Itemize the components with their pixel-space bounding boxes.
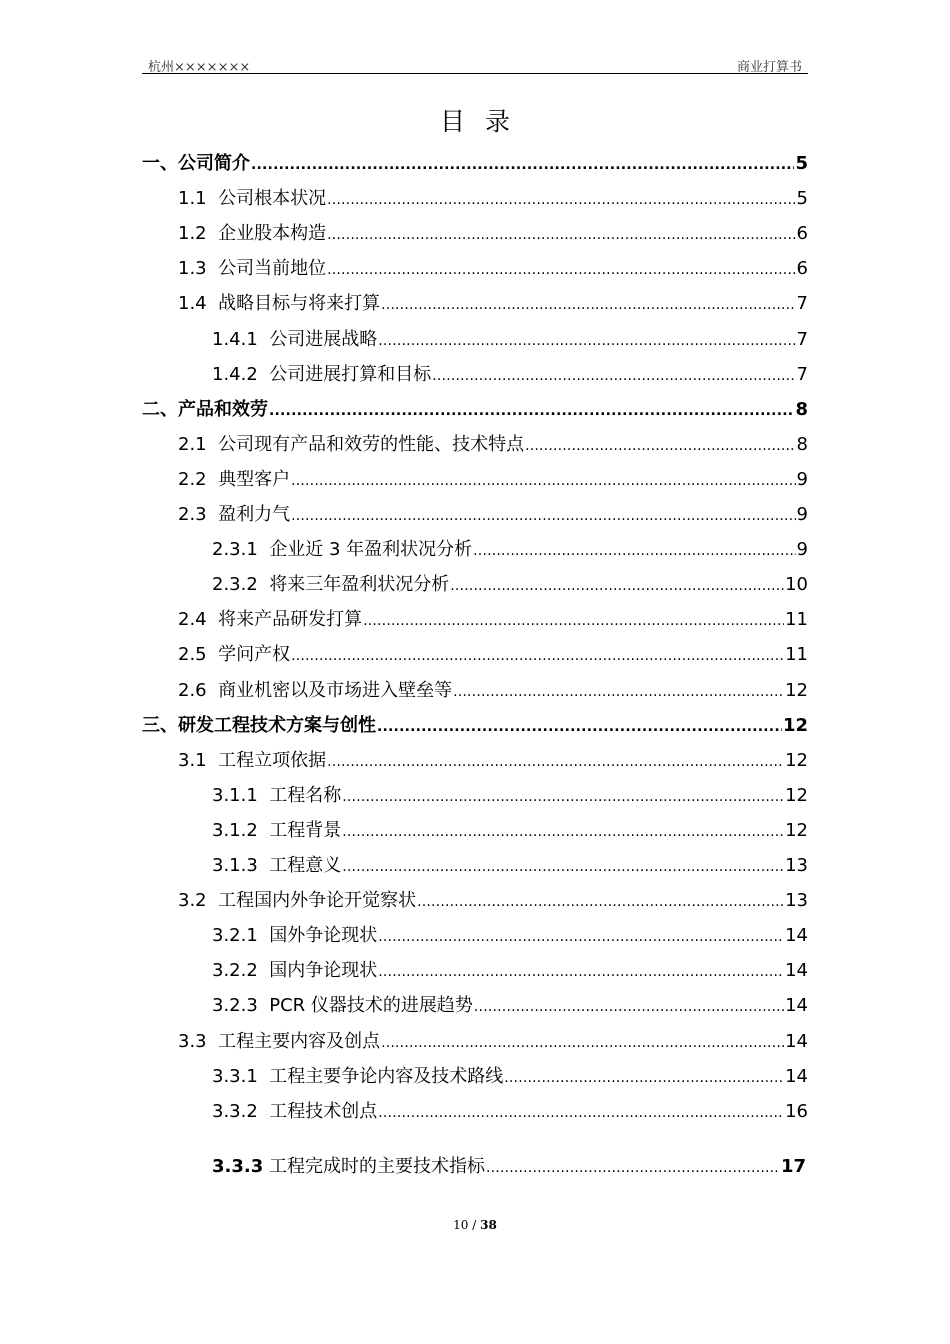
toc-leader-dots xyxy=(251,157,794,173)
toc-entry[interactable] xyxy=(212,1097,808,1123)
toc-entry[interactable] xyxy=(142,149,808,175)
toc-entry[interactable] xyxy=(178,746,808,772)
toc-entry[interactable] xyxy=(142,711,808,737)
toc-entry-page: 5 xyxy=(796,188,808,210)
toc-entry[interactable] xyxy=(212,360,808,386)
page-footer xyxy=(0,1218,950,1232)
toc-entry-label: 3.1 工程立项依据 xyxy=(178,749,327,771)
toc-leader-dots xyxy=(450,578,784,594)
toc-entry-page: 12 xyxy=(785,784,808,806)
page-number-current: 10 xyxy=(453,1218,469,1232)
toc-entry[interactable] xyxy=(178,254,808,280)
toc-leader-dots xyxy=(504,1070,784,1086)
toc-leader-dots xyxy=(525,438,795,454)
toc-entry-page: 17 xyxy=(780,1156,806,1177)
toc-leader-dots xyxy=(486,1160,780,1176)
toc-leader-dots xyxy=(378,964,784,980)
toc-entry[interactable] xyxy=(212,325,808,351)
toc-entry-label: 3.3 工程主要内容及创点 xyxy=(178,1030,381,1052)
toc-entry[interactable] xyxy=(178,289,808,315)
toc-entry-page: 6 xyxy=(796,258,808,280)
toc-entry-page: 12 xyxy=(782,714,808,736)
toc-entry-label: 3.1.1 工程名称 xyxy=(212,784,342,806)
toc-entry-label: 2.1 公司现有产品和效劳的性能、技术特点 xyxy=(178,433,525,455)
toc-entry-page: 11 xyxy=(785,644,808,666)
toc-entry[interactable] xyxy=(178,465,808,491)
toc-entry-page: 14 xyxy=(785,1030,808,1052)
toc-entry-page: 12 xyxy=(785,819,808,841)
toc-entry-page: 7 xyxy=(796,293,808,315)
toc-leader-dots xyxy=(474,999,784,1015)
toc-leader-dots xyxy=(417,894,784,910)
toc-leader-dots xyxy=(327,262,795,278)
toc-entry-label: 3.1.3 工程意义 xyxy=(212,855,342,876)
toc-entry[interactable] xyxy=(212,781,808,807)
toc-entry-page: 14 xyxy=(785,995,808,1017)
toc-entry[interactable] xyxy=(178,500,808,526)
toc-entry-page: 14 xyxy=(785,925,808,947)
toc-entry[interactable] xyxy=(212,816,808,842)
toc-entry-page: 14 xyxy=(785,1065,808,1087)
toc-entry-label: 3.2.2 国内争论现状 xyxy=(212,960,378,982)
toc-leader-dots xyxy=(363,613,784,629)
toc-entry-label: 1.3 公司当前地位 xyxy=(178,258,327,280)
toc-entry-page: 9 xyxy=(796,539,808,561)
toc-leader-dots xyxy=(269,403,794,419)
toc-leader-dots xyxy=(327,192,795,208)
header-doc-type: 商业打算书 xyxy=(736,60,802,75)
toc-entry-label: 1.4.1 公司进展战略 xyxy=(212,328,378,350)
toc-leader-dots xyxy=(342,824,784,840)
toc-entry[interactable] xyxy=(178,1027,808,1053)
toc-entry-label: 2.5 学问产权 xyxy=(178,644,291,666)
toc-entry-label: 3.3.1 工程主要争论内容及技术路线 xyxy=(212,1065,504,1087)
toc-leader-dots xyxy=(377,719,782,735)
toc-entry-label: 3.3.2 工程技术创点 xyxy=(212,1100,378,1122)
toc-entry-label: 3.2.3 PCR 仪器技术的进展趋势 xyxy=(212,995,473,1017)
toc-entry[interactable] xyxy=(212,851,808,877)
toc-entry-number: 3.3.3 xyxy=(212,1156,264,1177)
toc-entry-last[interactable] xyxy=(212,1152,806,1178)
toc-entry-label: 1.1 公司根本状况 xyxy=(178,188,327,210)
toc-leader-dots xyxy=(342,859,784,875)
toc-entry-label: 3.2 工程国内外争论开觉察状 xyxy=(178,890,417,912)
toc-entry[interactable] xyxy=(142,395,808,421)
header-company: 杭州××××××× xyxy=(148,60,251,75)
toc-entry[interactable] xyxy=(178,605,808,631)
toc-leader-dots xyxy=(378,1105,784,1121)
toc-leader-dots xyxy=(327,227,795,243)
toc-entry-label: 2.3.1 企业近 3 年盈利状况分析 xyxy=(212,539,473,561)
toc-entry-page: 8 xyxy=(795,398,808,420)
page-number-total: 38 xyxy=(480,1218,497,1232)
toc-entry-page: 7 xyxy=(796,328,808,350)
toc-entry[interactable] xyxy=(178,430,808,456)
toc-entry[interactable] xyxy=(212,1062,808,1088)
toc-entry-page: 12 xyxy=(785,749,808,771)
toc-leader-dots xyxy=(432,368,795,384)
toc-entry-label: 一、公司简介 xyxy=(142,153,250,174)
toc-entry[interactable] xyxy=(212,956,808,982)
toc-entry-label: 三、研发工程技术方案与创性 xyxy=(142,714,376,736)
toc-leader-dots xyxy=(453,684,784,700)
toc-entry[interactable] xyxy=(212,991,808,1017)
toc-entry-label: 3.1.2 工程背景 xyxy=(212,819,342,841)
toc-entry[interactable] xyxy=(178,676,808,702)
toc-entry-label: 二、产品和效劳 xyxy=(142,398,268,420)
toc-entry-label: 2.4 将来产品研发打算 xyxy=(178,609,363,631)
toc-entry[interactable] xyxy=(178,640,808,666)
toc-entry-label: 工程完成时的主要技术指标 xyxy=(268,1156,485,1177)
toc-entry-page: 16 xyxy=(785,1100,808,1122)
toc-entry[interactable] xyxy=(212,535,808,561)
toc-entry-page: 9 xyxy=(796,504,808,525)
toc-entry-label: 3.2.1 国外争论现状 xyxy=(212,925,378,947)
toc-entry-page: 10 xyxy=(785,574,808,596)
toc-entry-page: 14 xyxy=(785,960,808,982)
toc-entry-page: 12 xyxy=(785,679,808,701)
toc-entry[interactable] xyxy=(178,886,808,912)
toc-entry-page: 8 xyxy=(796,433,808,455)
toc-entry-label: 2.3.2 将来三年盈利状况分析 xyxy=(212,574,450,596)
toc-entry[interactable] xyxy=(178,219,808,245)
toc-leader-dots xyxy=(291,648,784,664)
toc-entry-page: 13 xyxy=(785,855,808,876)
toc-entry-page: 7 xyxy=(796,363,808,385)
toc-leader-dots xyxy=(342,789,784,805)
toc-entry[interactable] xyxy=(212,570,808,596)
toc-leader-dots xyxy=(381,297,795,313)
page-header xyxy=(142,56,808,74)
toc-entry-label: 2.2 典型客户 xyxy=(178,468,291,490)
toc-entry-label: 2.6 商业机密以及市场进入壁垒等 xyxy=(178,679,453,701)
toc-title: 目录 xyxy=(439,107,530,136)
toc-entry-page: 9 xyxy=(796,468,808,490)
toc-entry[interactable] xyxy=(178,184,808,210)
toc-entry-label: 2.3 盈利力气 xyxy=(178,504,291,525)
toc-leader-dots xyxy=(291,473,795,489)
toc-leader-dots xyxy=(327,754,784,770)
toc-leader-dots xyxy=(381,1035,784,1051)
toc-entry-page: 5 xyxy=(795,153,808,174)
toc-entry-label: 1.4 战略目标与将来打算 xyxy=(178,293,381,315)
toc-entry-page: 11 xyxy=(785,609,808,631)
toc-entry[interactable] xyxy=(212,921,808,947)
toc-entry-page: 13 xyxy=(785,890,808,912)
toc-leader-dots xyxy=(378,929,784,945)
toc-leader-dots xyxy=(291,508,795,524)
page-number-separator: / xyxy=(472,1218,477,1232)
toc-entry-page: 6 xyxy=(796,223,808,245)
toc-leader-dots xyxy=(378,333,795,349)
toc-leader-dots xyxy=(473,543,795,559)
toc-entry-label: 1.4.2 公司进展打算和目标 xyxy=(212,363,432,385)
toc-entry-label: 1.2 企业股本构造 xyxy=(178,223,327,245)
